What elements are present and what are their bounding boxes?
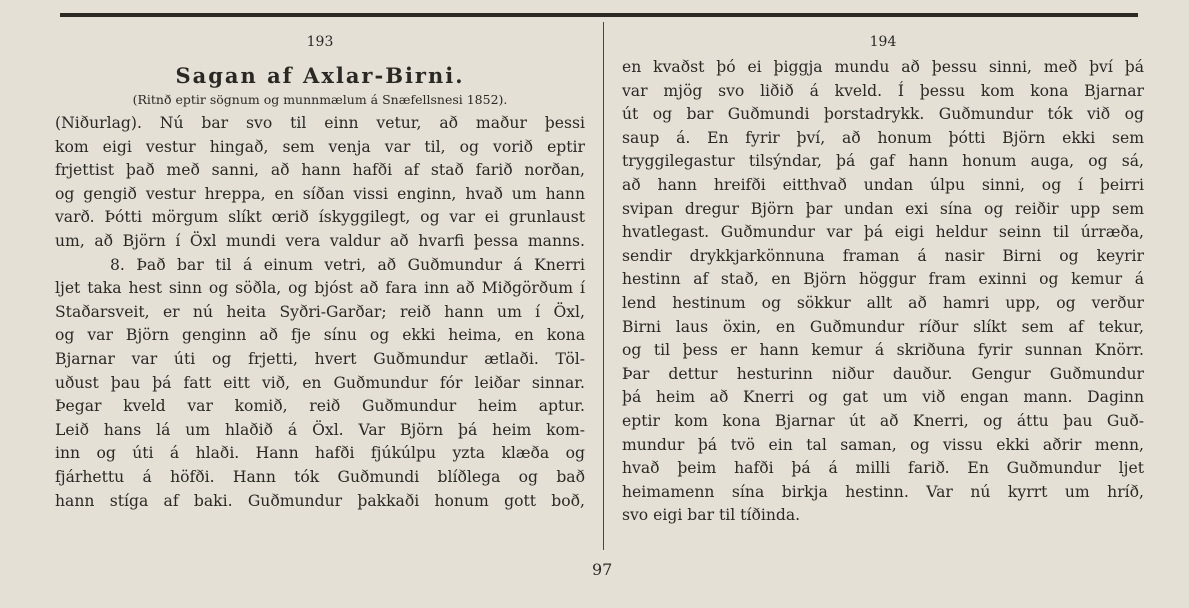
text-line: og til þess er hann kemur á skriðuna fyrir sunnan Knörr.	[622, 341, 1144, 360]
text-line: Leið hans lá um hlaðið á Öxl. Var Björn þá heim kom-	[55, 420, 585, 439]
left-page-number: 193	[306, 34, 334, 50]
text-line: fjárhettu á höfði. Hann tók Guðmundi blíðlega og bað	[55, 467, 585, 486]
story-title: Sagan af Axlar-Birni.	[175, 63, 465, 88]
text-line: hvatlegast. Guðmundur var þá eigi heldur seinn til úrræða,	[622, 223, 1144, 242]
story-subtitle: (Ritnð eptir sögnum og munnmælum á Snæfellsnesi 1852).	[132, 92, 508, 107]
text-line: mundur þá tvö ein tal saman, og vissu ekki aðrir menn,	[622, 435, 1144, 454]
right-text-block	[622, 56, 1144, 528]
text-line: þá heim að Knerri og gat um við engan mann. Daginn	[622, 388, 1144, 407]
text-line: varð. Þótti mörgum slíkt œrið ískyggilegt, og var ei grunlaust	[55, 208, 585, 227]
text-line: Birni laus öxin, en Guðmundur ríður slíkt sem af tekur,	[622, 317, 1144, 336]
text-line: svipan dregur Björn þar undan exi sína og reiðir upp sem	[622, 199, 1144, 218]
text-line: Þegar kveld var komið, reið Guðmundur heim aptur.	[55, 397, 585, 416]
text-line: Bjarnar var úti og frjetti, hvert Guðmundur ætlaði. Töl-	[55, 349, 585, 368]
text-line: lend hestinum og sökkur allt að hamri upp, og verður	[622, 293, 1144, 312]
text-line: sendir drykkjarkönnuna framan á nasir Birni og keyrir	[622, 246, 1144, 265]
text-line: út og bar Guðmundi þorstadrykk. Guðmundur tók við og	[622, 105, 1144, 124]
text-line: 8. Það bar til á einum vetri, að Guðmundur á Knerri	[110, 255, 585, 274]
text-line: tryggilegastur tilsýndar, þá gaf hann honum auga, og sá,	[622, 152, 1144, 171]
column-divider	[603, 22, 604, 550]
text-line: (Niðurlag). Nú bar svo til einn vetur, að maður þessi	[55, 114, 585, 132]
text-line: en kvaðst þó ei þiggja mundu að þessu sinni, með því þá	[622, 58, 1144, 76]
footer-page-number: 97	[592, 560, 613, 579]
text-line: kom eigi vestur hingað, sem venja var til, og vorið eptir	[55, 137, 585, 156]
text-line: hann stíga af baki. Guðmundur þakkaði honum gott boð,	[55, 491, 585, 510]
text-line: hvað þeim hafði þá á milli farið. En Guðmundur ljet	[622, 459, 1144, 478]
left-text-block	[55, 112, 585, 513]
text-line: Þar dettur hesturinn niður dauður. Gengur Guðmundur	[622, 364, 1144, 383]
left-page	[55, 32, 585, 513]
text-line: inn og úti á hlaði. Hann hafði fjúkúlpu yzta klæða og	[55, 444, 585, 463]
text-line: ljet taka hest sinn og söðla, og bjóst að fara inn að Miðgörðum í	[55, 279, 585, 298]
text-line: frjettist það með sanni, að hann hafði af stað farið norðan,	[55, 161, 585, 180]
text-line: og gengið vestur hreppa, en síðan vissi enginn, hvað um hann	[55, 184, 585, 203]
right-page	[622, 32, 1144, 528]
text-line: og var Björn genginn að fje sínu og ekki heima, en kona	[55, 326, 585, 345]
text-line: svo eigi bar til tíðinda.	[622, 506, 801, 525]
text-line: saup á. En fyrir því, að honum þótti Björn ekki sem	[622, 128, 1144, 147]
top-rule	[60, 13, 1138, 17]
text-line: var mjög svo liðið á kveld. Í þessu kom kona Bjarnar	[622, 81, 1144, 100]
right-page-number: 194	[869, 34, 897, 50]
text-line: uðust þau þá fatt eitt við, en Guðmundur fór leiðar sinnar.	[55, 373, 585, 392]
text-line: að hann hreifði eitthvað undan úlpu sinni, og í þeirri	[622, 175, 1144, 194]
text-line: heimamenn sína birkja hestinn. Var nú kyrrt um hríð,	[622, 482, 1144, 501]
text-line: eptir kom kona Bjarnar út að Knerri, og áttu þau Guð-	[622, 411, 1144, 430]
text-line: um, að Björn í Öxl mundi vera valdur að hvarfi þessa manns.	[55, 231, 585, 250]
text-line: hestinn af stað, en Björn höggur fram exinni og kemur á	[622, 270, 1144, 289]
text-line: Staðarsveit, er nú heita Syðri-Garðar; reið hann um í Öxl,	[55, 302, 585, 321]
